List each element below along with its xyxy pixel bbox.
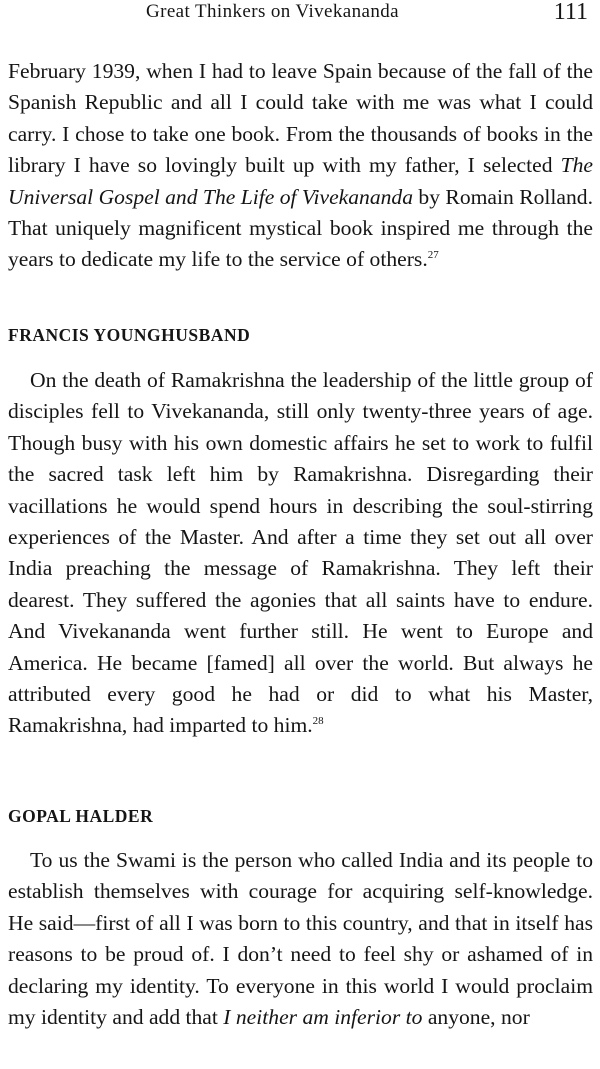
emphasis-italic: I neither am inferior to — [223, 1005, 423, 1030]
paragraph-text: February 1939, when I had to leave Spain because of the fall of the Spanish Republic and all I could take with me was what I could carry. I chose to take one book. From the thousands of books in the library I have so lovingly built up with my father, I selected — [8, 59, 593, 178]
section-heading-halder: GOPAL HALDER — [8, 806, 154, 826]
section-heading-younghusband: FRANCIS YOUNGHUSBAND — [8, 325, 251, 345]
paragraph-text: On the death of Ramakrishna the leadership of the little group of disciples fell to Vivekananda, still only twenty-three years of age. Though busy with his own domestic affairs he set to work to fulfil the sacred task left him by Ramakrishna. Disregarding their vacillations he would spend hours in describing the soul-stirring experiences of the Master. And after a time they set out all over India preaching the message of Ramakrishna. They left their dearest. They suffered the agonies that all saints have to endure. And Vivekananda went further still. He went to Europe and America. He became [famed] all over the world. But always he attributed every good he had or did to what his Master, Ramakrishna, had imparted to him. — [8, 368, 593, 738]
book-title-italic: The Universal Gospel and The Life of Vivekananda — [8, 153, 593, 209]
younghusband-paragraph — [8, 365, 593, 742]
footnote-marker: 28 — [312, 715, 324, 728]
running-title: Great Thinkers on Vivekananda — [146, 1, 399, 22]
running-header — [0, 0, 600, 28]
footnote-marker: 27 — [427, 249, 439, 262]
page-number: 111 — [553, 0, 588, 25]
halder-paragraph — [8, 845, 593, 1033]
paragraph-text: To us the Swami is the person who called India and its people to establish themselves with courage for acquiring self-knowledge. He said—first of all I was born to this country, and that in itself has reasons to be proud of. I don’t need to feel shy or ashamed of in declaring my identity. To everyone in this world I would proclaim my identity and add that — [8, 848, 593, 1030]
paragraph-text: by Romain Rolland. That uniquely magnificent mystical book inspired me through the years to dedicate my life to the service of others. — [8, 184, 593, 272]
continued-paragraph — [8, 56, 593, 276]
paragraph-text: anyone, nor — [422, 1005, 530, 1030]
